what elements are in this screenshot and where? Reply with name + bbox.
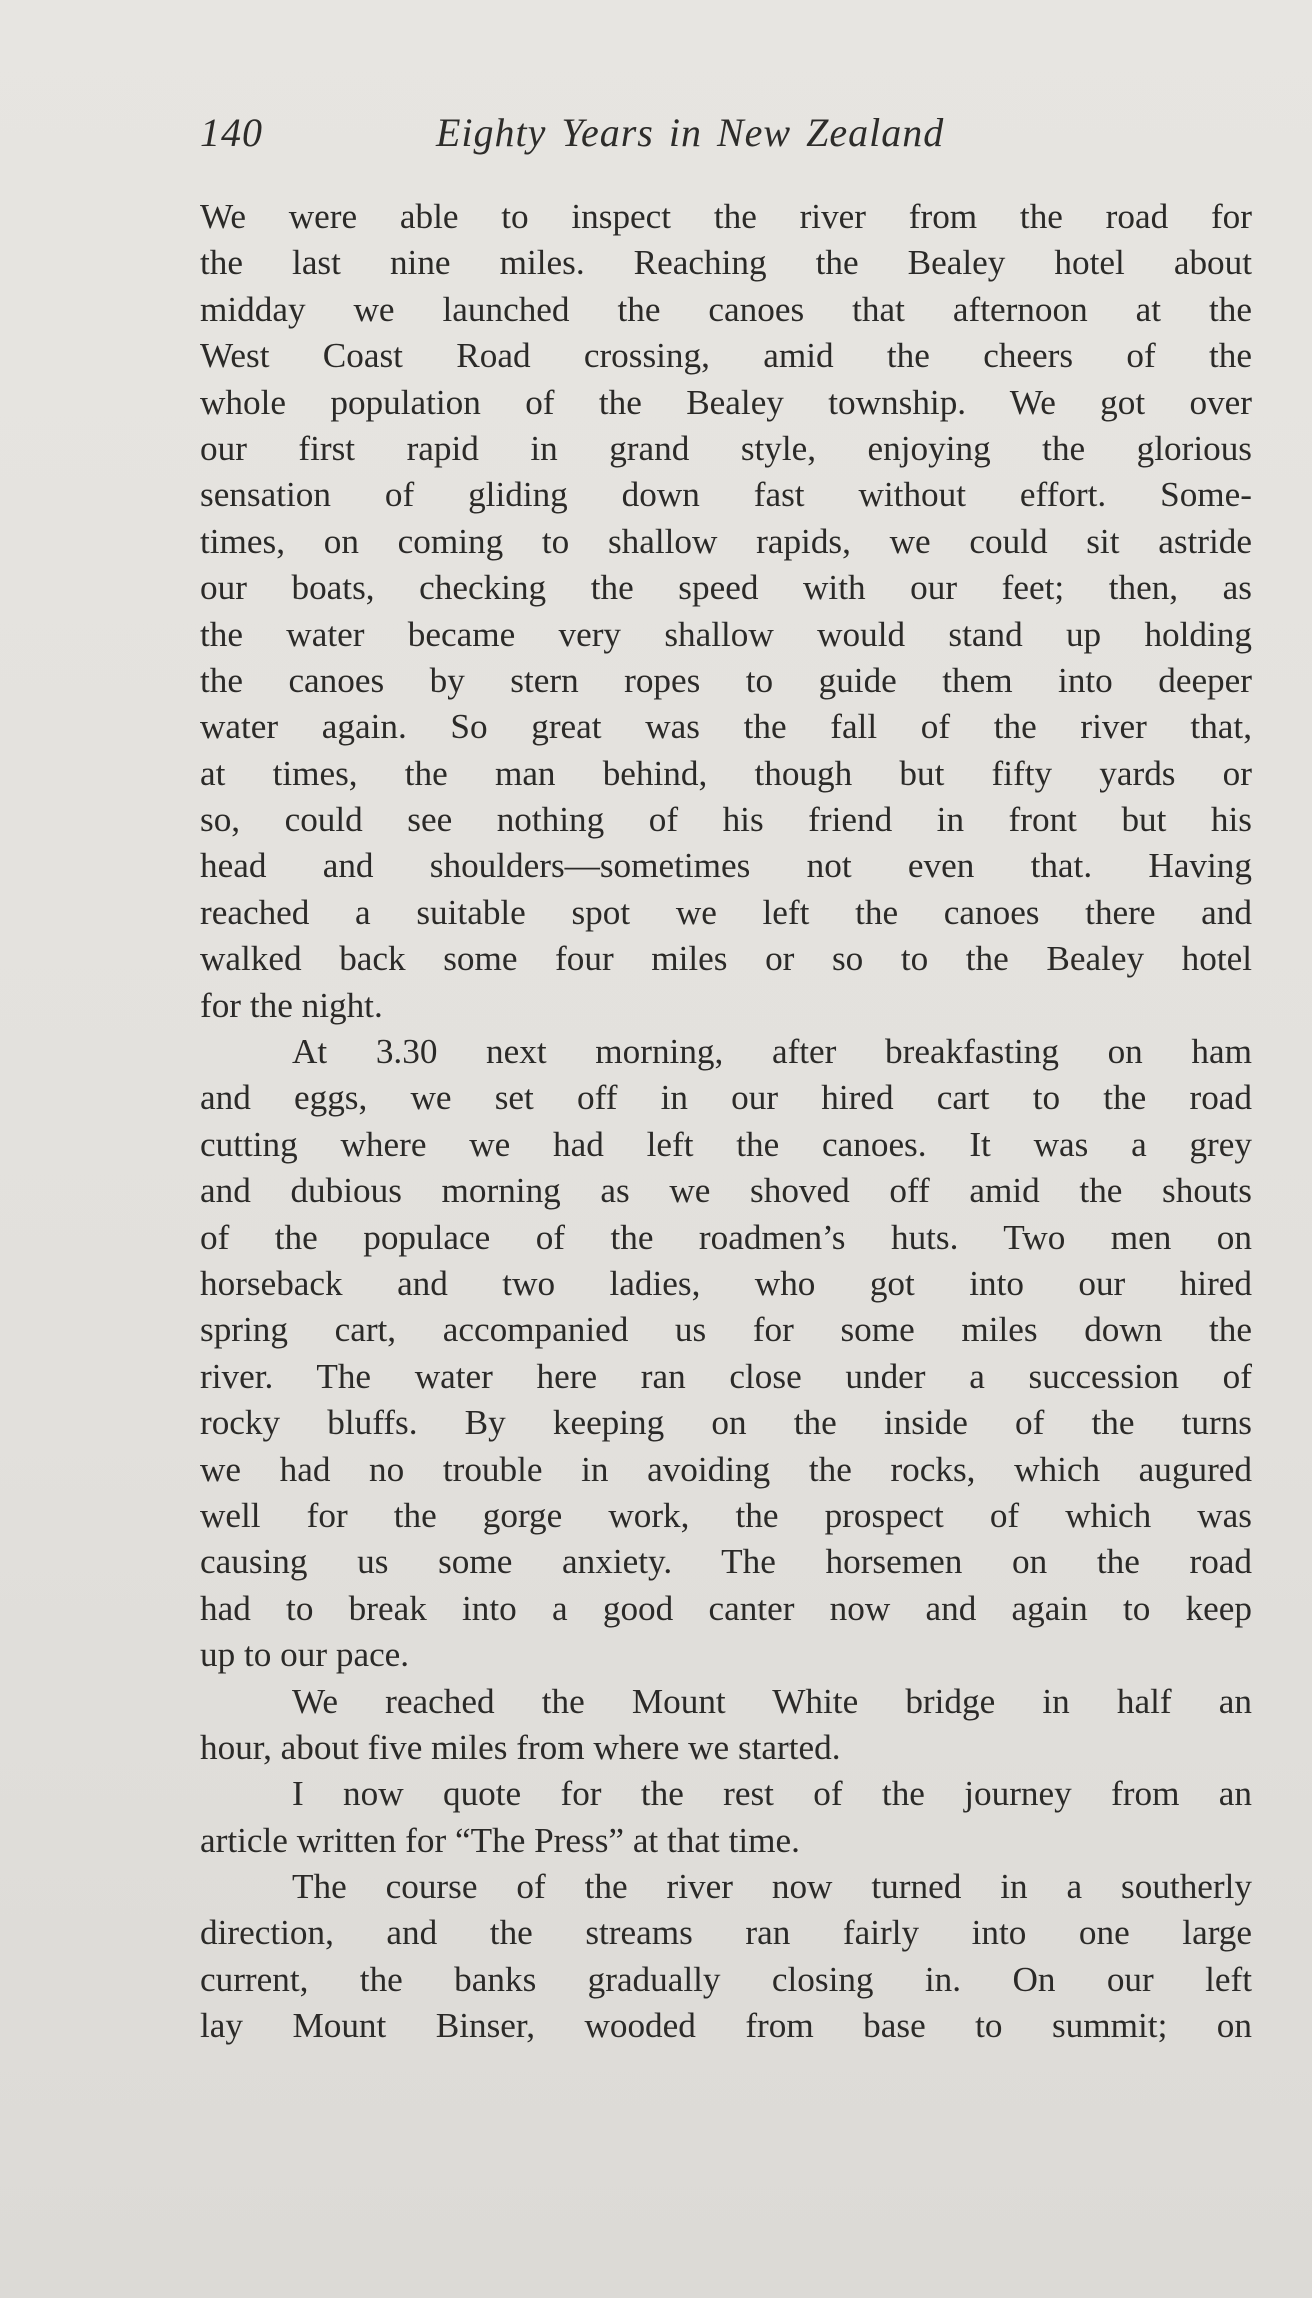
text-line: well for the gorge work, the prospect of which was xyxy=(200,1495,1252,1535)
text-line: head and shoulders—sometimes not even that. Having xyxy=(200,846,1252,886)
text-line: causing us some anxiety. The horsemen on the road xyxy=(200,1542,1252,1582)
text-line: and eggs, we set off in our hired cart to the road xyxy=(200,1078,1252,1118)
page-number: 140 xyxy=(200,110,263,155)
text-line: cutting where we had left the canoes. It was a grey xyxy=(200,1124,1252,1164)
text-line: and dubious morning as we shoved off amid the shouts xyxy=(200,1171,1252,1211)
running-title: Eighty Years in New Zealand xyxy=(436,110,945,155)
text-line: sensation of gliding down fast without effort. Some- xyxy=(200,475,1252,515)
paragraph xyxy=(200,1864,1252,2050)
text-line: water again. So great was the fall of the river that, xyxy=(200,707,1252,747)
text-line: reached a suitable spot we left the canoes there and xyxy=(200,892,1252,932)
text-line: horseback and two ladies, who got into our hired xyxy=(200,1263,1252,1303)
text-line: The course of the river now turned in a southerly xyxy=(292,1867,1252,1907)
text-line: had to break into a good canter now and again to keep xyxy=(200,1588,1252,1628)
running-head xyxy=(200,108,1260,158)
text-line: we had no trouble in avoiding the rocks, which augured xyxy=(200,1449,1252,1489)
text-line: spring cart, accompanied us for some miles down the xyxy=(200,1310,1252,1350)
text-line: so, could see nothing of his friend in front but his xyxy=(200,800,1252,840)
text-line: We were able to inspect the river from the road for xyxy=(200,197,1252,236)
text-line: for the night. xyxy=(200,985,383,1025)
body-text xyxy=(200,194,1252,2050)
text-line: of the populace of the roadmen’s huts. Two men on xyxy=(200,1217,1252,1257)
text-line: the canoes by stern ropes to guide them into deeper xyxy=(200,660,1252,700)
text-line: West Coast Road crossing, amid the cheers of the xyxy=(200,336,1252,376)
text-line: whole population of the Bealey township. We got over xyxy=(200,382,1252,422)
paragraph xyxy=(200,194,1252,1029)
text-line: midday we launched the canoes that afternoon at the xyxy=(200,289,1252,329)
text-line: at times, the man behind, though but fifty yards or xyxy=(200,753,1252,793)
text-line: article written for “The Press” at that time. xyxy=(200,1820,800,1860)
text-line: I now quote for the rest of the journey from an xyxy=(292,1774,1252,1814)
text-line: our first rapid in grand style, enjoying the glorious xyxy=(200,428,1252,468)
text-line: the water became very shallow would stand up holding xyxy=(200,614,1252,654)
text-line: walked back some four miles or so to the Bealey hotel xyxy=(200,939,1252,979)
paragraph xyxy=(200,1029,1252,1678)
text-line: direction, and the streams ran fairly into one large xyxy=(200,1913,1252,1953)
paragraph xyxy=(200,1771,1252,1864)
text-line: rocky bluffs. By keeping on the inside of the turns xyxy=(200,1403,1252,1443)
text-line: hour, about five miles from where we started. xyxy=(200,1727,841,1767)
paragraph xyxy=(200,1679,1252,1772)
text-line: up to our pace. xyxy=(200,1635,410,1675)
text-line: We reached the Mount White bridge in half an xyxy=(292,1681,1252,1721)
text-line: river. The water here ran close under a succession of xyxy=(200,1356,1252,1396)
text-line: our boats, checking the speed with our feet; then, as xyxy=(200,568,1252,608)
text-line: lay Mount Binser, wooded from base to summit; on xyxy=(200,2006,1252,2046)
text-line: At 3.30 next morning, after breakfasting on ham xyxy=(292,1032,1252,1072)
text-line: times, on coming to shallow rapids, we could sit astride xyxy=(200,521,1252,561)
text-line: the last nine miles. Reaching the Bealey hotel about xyxy=(200,243,1252,283)
text-line: current, the banks gradually closing in. On our left xyxy=(200,1959,1252,1999)
